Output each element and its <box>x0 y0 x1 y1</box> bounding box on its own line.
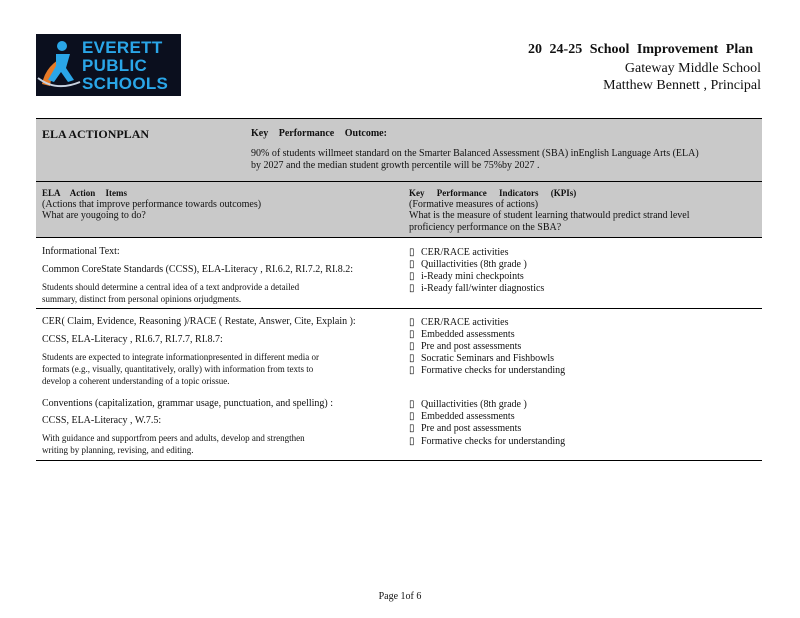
row2-heading: CER( Claim, Evidence, Reasoning )/RACE ( Restate, Answer, Cite, Explain ): <box>42 316 356 327</box>
left-column-sub1: (Actions that improve performance towards outcomes) <box>42 199 262 210</box>
row2-desc-line3: develop a coherent understanding of a topic orissue. <box>42 376 230 386</box>
document-title: 20 24-25 School Improvement Plan <box>528 42 753 57</box>
row1-standard: Common CoreState Standards (CCSS), ELA-Literacy , RI.6.2, RI.7.2, RI.8.2: <box>42 264 354 275</box>
divider-top <box>36 118 762 119</box>
list-item: ▯ Quillactivities (8th grade ) <box>409 259 527 270</box>
logo-text-line1: EVERETT <box>82 38 163 57</box>
school-name: Gateway Middle School <box>624 61 761 76</box>
kpo-text-line2: by 2027 and the median student growth percentile will be 75%by 2027 . <box>251 160 540 171</box>
row3-heading: Conventions (capitalization, grammar usage, punctuation, and spelling) : <box>42 398 334 409</box>
page-number: Page 1of 6 <box>378 591 422 602</box>
principal-name: Matthew Bennett , Principal <box>603 78 761 93</box>
list-item: ▯ Embedded assessments <box>409 329 515 340</box>
divider-row2 <box>36 460 762 461</box>
right-column-sub1: (Formative measures of actions) <box>409 199 539 210</box>
row1-heading: Informational Text: <box>42 246 120 257</box>
bullet-box-icon: ▯ <box>409 341 415 352</box>
list-item: ▯ CER/RACE activities <box>409 247 509 258</box>
bullet-box-icon: ▯ <box>409 283 415 294</box>
kpo-label: Key Performance Outcome: <box>251 128 387 139</box>
list-item: ▯ Pre and post assessments <box>409 423 522 434</box>
list-item: ▯ Formative checks for understanding <box>409 365 566 376</box>
logo-text-line2: PUBLIC <box>82 56 148 75</box>
list-item: ▯ Quillactivities (8th grade ) <box>409 399 527 410</box>
left-column-heading: ELA Action Items <box>42 188 128 198</box>
bullet-box-icon: ▯ <box>409 411 415 422</box>
bullet-box-icon: ▯ <box>409 259 415 270</box>
right-column-sub3: proficiency performance on the SBA? <box>409 222 562 233</box>
bullet-box-icon: ▯ <box>409 247 415 258</box>
bullet-box-icon: ▯ <box>409 423 415 434</box>
right-column-sub2: What is the measure of student learning thatwould predict strand level <box>409 210 690 221</box>
list-item: ▯ Socratic Seminars and Fishbowls <box>409 353 555 364</box>
list-item: ▯ i-Ready fall/winter diagnostics <box>409 283 545 294</box>
row1-desc-line1: Students should determine a central idea of a text andprovide a detailed <box>42 282 300 292</box>
list-item: ▯ i-Ready mini checkpoints <box>409 271 524 282</box>
logo-figure-icon <box>36 34 84 96</box>
logo-text-line3: SCHOOLS <box>82 74 169 93</box>
bullet-box-icon: ▯ <box>409 329 415 340</box>
bullet-box-icon: ▯ <box>409 271 415 282</box>
divider-band <box>36 181 762 182</box>
bullet-box-icon: ▯ <box>409 436 415 447</box>
row2-desc-line2: formats (e.g., visually, quantitatively, orally) with information from texts to <box>42 364 314 374</box>
list-item: ▯ Embedded assessments <box>409 411 515 422</box>
row3-standard: CCSS, ELA-Literacy , W.7.5: <box>42 415 162 426</box>
left-column-sub2: What are yougoing to do? <box>42 210 146 221</box>
list-item: ▯ Pre and post assessments <box>409 341 522 352</box>
row3-desc-line1: With guidance and supportfrom peers and adults, develop and strengthen <box>42 433 305 443</box>
list-item: ▯ Formative checks for understanding <box>409 436 566 447</box>
divider-row1 <box>36 308 762 309</box>
bullet-box-icon: ▯ <box>409 317 415 328</box>
bullet-box-icon: ▯ <box>409 365 415 376</box>
row2-desc-line1: Students are expected to integrate informationpresented in different media or <box>42 352 319 362</box>
kpo-text-line1: 90% of students willmeet standard on the Smarter Balanced Assessment (SBA) inEnglish Language Arts (ELA) <box>251 148 699 159</box>
district-logo <box>36 34 181 96</box>
bullet-box-icon: ▯ <box>409 353 415 364</box>
plan-title: ELA ACTIONPLAN <box>42 127 150 141</box>
right-column-heading: Key Performance Indicators (KPIs) <box>409 188 577 198</box>
bullet-box-icon: ▯ <box>409 399 415 410</box>
divider-header <box>36 237 762 238</box>
row3-desc-line2: writing by planning, revising, and editing. <box>42 445 194 455</box>
list-item: ▯ CER/RACE activities <box>409 317 509 328</box>
row1-desc-line2: summary, distinct from personal opinions orjudgments. <box>42 294 242 304</box>
row2-standard: CCSS, ELA-Literacy , RI.6.7, RI.7.7, RI.8.7: <box>42 334 223 345</box>
